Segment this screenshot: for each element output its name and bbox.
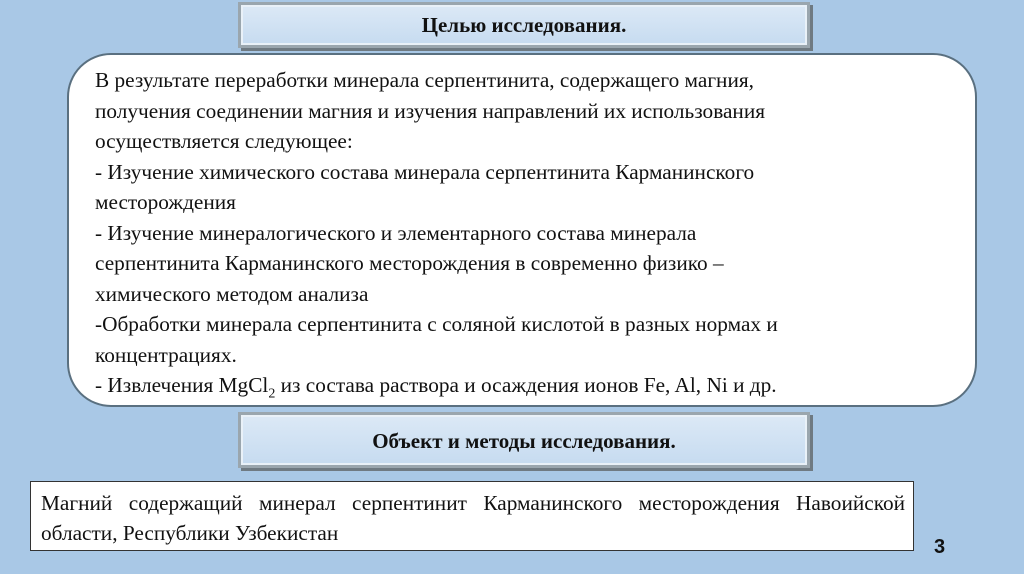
- item-2-line-2: серпентинита Карманинского месторождения в современно физико –: [95, 251, 724, 275]
- item-1-line-2: месторождения: [95, 190, 236, 214]
- goal-header: [238, 2, 810, 48]
- goal-header-title: Целью исследования.: [421, 13, 627, 37]
- item-1-line-1: - Изучение химического состава минерала серпентинита Карманинского: [95, 159, 755, 184]
- item-4-suffix: из состава раствора и осаждения ионов Fe, Al, Ni и др.: [275, 373, 777, 397]
- item-2-line-1: - Изучение минералогического и элементарного состава минерала: [95, 220, 697, 245]
- intro-line-1: В результате переработки минерала серпентинита, содержащего магния,: [95, 68, 754, 92]
- page-number: 3: [934, 536, 946, 558]
- object-text: Магний содержащий минерал серпентинит Карманинского месторождения Навоийской области, Республики Узбекистан: [41, 491, 905, 545]
- object-methods-header: [238, 412, 810, 468]
- item-2-line-3: химического методом анализа: [95, 281, 369, 306]
- intro-line-3: осуществляется следующее:: [95, 129, 353, 153]
- item-4-line: [95, 370, 955, 401]
- item-3-line-2: концентрациях.: [95, 342, 237, 367]
- intro-line-2: получения соединении магния и изучения направлений их использования: [95, 98, 766, 123]
- object-methods-title: Объект и методы исследования.: [372, 429, 676, 453]
- item-4-prefix: - Извлечения MgCl: [95, 373, 269, 397]
- goal-content-box: [67, 53, 977, 407]
- item-4-subscript: 2: [268, 386, 276, 402]
- object-content-box: [30, 481, 914, 551]
- item-3-line-1: -Обработки минерала серпентинита с соляной кислотой в разных нормах и: [95, 312, 778, 336]
